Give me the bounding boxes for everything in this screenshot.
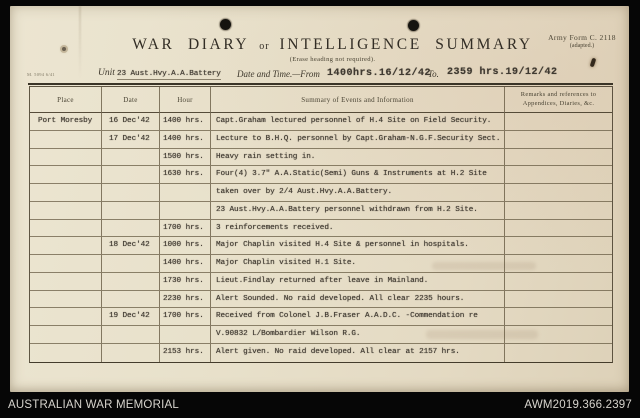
remarks-cell	[505, 113, 612, 131]
table-row	[30, 291, 612, 309]
hour-cell: 1400 hrs.	[160, 131, 211, 149]
remarks-cell	[505, 131, 612, 149]
place-cell	[30, 344, 102, 362]
date-cell	[102, 273, 160, 291]
summary-cell: 3 reinforcements received.	[211, 220, 505, 238]
army-form-line2: (adapted.)	[569, 43, 595, 49]
remarks-cell	[505, 273, 612, 291]
table-row	[30, 149, 612, 167]
date-cell	[102, 184, 160, 202]
punch-hole-icon	[220, 19, 231, 30]
date-cell: 16 Dec'42	[102, 113, 160, 131]
hour-cell	[160, 202, 211, 220]
place-cell	[30, 237, 102, 255]
summary-cell: Received from Colonel J.B.Fraser A.A.D.C. -Commendation re	[211, 308, 505, 326]
title-or: or	[259, 41, 270, 52]
header-remarks: Remarks and references to Appendices, Diaries, &c.	[505, 87, 612, 113]
table-row	[30, 255, 612, 273]
place-cell	[30, 273, 102, 291]
remarks-cell	[505, 237, 612, 255]
datetime-to-value: 2359 hrs.19/12/42	[447, 67, 558, 78]
place-cell	[30, 166, 102, 184]
hour-cell: 1700 hrs.	[160, 308, 211, 326]
table-row	[30, 202, 612, 220]
remarks-cell	[505, 308, 612, 326]
place-cell	[30, 255, 102, 273]
hour-cell: 1400 hrs.	[160, 113, 211, 131]
table-row	[30, 166, 612, 184]
date-cell: 17 Dec'42	[102, 131, 160, 149]
title-war-diary: WAR DIARY	[132, 36, 250, 53]
diary-table	[29, 86, 613, 363]
punch-hole-icon	[408, 20, 419, 31]
summary-cell: taken over by 2/4 Aust.Hvy.A.A.Battery.	[211, 184, 505, 202]
remarks-cell	[505, 326, 612, 344]
hour-cell: 2153 hrs.	[160, 344, 211, 362]
hour-cell	[160, 184, 211, 202]
remarks-cell	[505, 202, 612, 220]
place-cell	[30, 131, 102, 149]
hour-cell: 1500 hrs.	[160, 149, 211, 167]
datetime-label: Date and Time.—From	[237, 69, 320, 79]
remarks-cell	[505, 220, 612, 238]
summary-cell: Alert given. No raid developed. All clear at 2157 hrs.	[211, 344, 505, 362]
place-cell	[30, 291, 102, 309]
table-row	[30, 184, 612, 202]
header-hour: Hour	[160, 87, 211, 113]
page-title	[10, 36, 629, 54]
summary-cell: Lecture to B.H.Q. personnel by Capt.Graham-N.G.F.Security Sect.	[211, 131, 505, 149]
date-cell: 18 Dec'42	[102, 237, 160, 255]
document-page	[10, 6, 629, 392]
table-row	[30, 273, 612, 291]
army-form-line1: Army Form C. 2118	[548, 33, 616, 42]
summary-cell: Major Chaplin visited H.4 Site & personnel in hospitals.	[211, 237, 505, 255]
date-cell	[102, 149, 160, 167]
title-note: (Erase heading not required).	[289, 56, 376, 63]
printer-code: M. 5094 6/41	[27, 72, 55, 77]
hour-cell	[160, 326, 211, 344]
table-row	[30, 344, 612, 362]
unit-value: 23 Aust.Hvy.A.A.Battery	[117, 70, 221, 78]
hour-cell: 1000 hrs.	[160, 237, 211, 255]
date-cell	[102, 220, 160, 238]
place-cell	[30, 149, 102, 167]
hour-cell: 1630 hrs.	[160, 166, 211, 184]
table-row	[30, 326, 612, 344]
place-cell	[30, 202, 102, 220]
remarks-cell	[505, 184, 612, 202]
place-cell	[30, 220, 102, 238]
archive-caption-bar	[0, 392, 640, 418]
header-summary: Summary of Events and Information	[211, 87, 505, 113]
header-place: Place	[30, 87, 102, 113]
date-cell	[102, 344, 160, 362]
remarks-cell	[505, 149, 612, 167]
hour-cell: 1730 hrs.	[160, 273, 211, 291]
table-row	[30, 113, 612, 131]
table-row	[30, 220, 612, 238]
table-row	[30, 237, 612, 255]
remarks-cell	[505, 255, 612, 273]
remarks-cell	[505, 166, 612, 184]
datetime-to-label: To.	[428, 69, 439, 79]
place-cell	[30, 308, 102, 326]
table-row	[30, 308, 612, 326]
hour-cell: 1400 hrs.	[160, 255, 211, 273]
summary-cell: Capt.Graham lectured personnel of H.4 Site on Field Security.	[211, 113, 505, 131]
datetime-from-value: 1400hrs.16/12/42	[327, 68, 432, 79]
heavy-rule	[28, 83, 613, 85]
unit-label: Unit	[98, 68, 115, 78]
date-cell	[102, 255, 160, 273]
summary-cell: Alert Sounded. No raid developed. All clear 2235 hours.	[211, 291, 505, 309]
date-cell	[102, 291, 160, 309]
summary-cell: V.90832 L/Bombardier Wilson R.G.	[211, 326, 505, 344]
place-cell	[30, 326, 102, 344]
date-cell	[102, 326, 160, 344]
archive-accession-number: AWM2019.366.2397	[524, 399, 632, 411]
table-header-row	[30, 87, 612, 113]
place-cell	[30, 184, 102, 202]
date-cell: 19 Dec'42	[102, 308, 160, 326]
hour-cell: 1700 hrs.	[160, 220, 211, 238]
summary-cell: Major Chaplin visited H.1 Site.	[211, 255, 505, 273]
table-row	[30, 131, 612, 149]
summary-cell: Heavy rain setting in.	[211, 149, 505, 167]
place-cell: Port Moresby	[30, 113, 102, 131]
date-cell	[102, 202, 160, 220]
summary-cell: Lieut.Findlay returned after leave in Mainland.	[211, 273, 505, 291]
date-cell	[102, 166, 160, 184]
hour-cell: 2230 hrs.	[160, 291, 211, 309]
title-intelligence-summary: INTELLIGENCE SUMMARY	[279, 36, 533, 53]
archive-name: AUSTRALIAN WAR MEMORIAL	[8, 399, 179, 411]
remarks-cell	[505, 291, 612, 309]
summary-cell: Four(4) 3.7" A.A.Static(Semi) Guns & Instruments at H.2 Site	[211, 166, 505, 184]
summary-cell: 23 Aust.Hvy.A.A.Battery personnel withdrawn from H.2 Site.	[211, 202, 505, 220]
remarks-cell	[505, 344, 612, 362]
header-date: Date	[102, 87, 160, 113]
